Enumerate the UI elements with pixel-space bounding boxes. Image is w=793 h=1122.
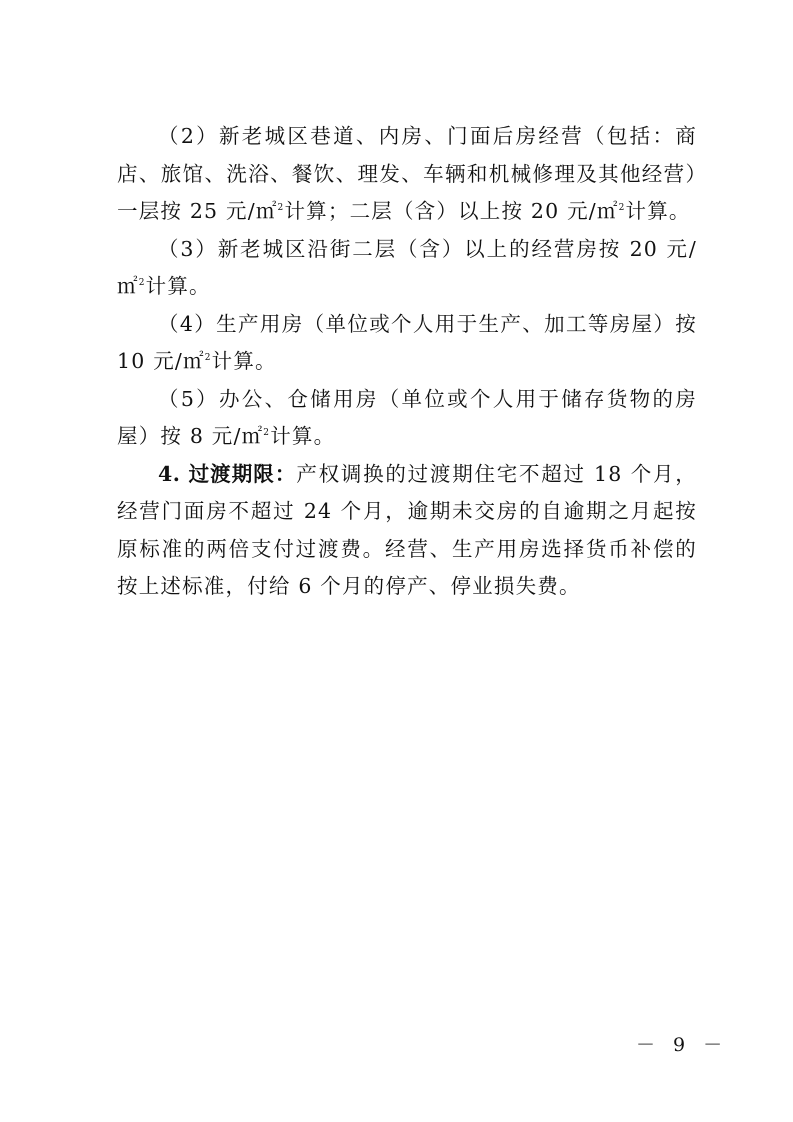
paragraph-production-rates <box>117 306 697 381</box>
page-number: － 9 － <box>636 1034 729 1056</box>
document-body <box>117 118 697 606</box>
paragraph-text: （2）新老城区巷道、内房、门面后房经营（包括：商店、旅馆、洗浴、餐饮、理发、车辆和机械修理及其他经营）一层按 25 元/㎡ <box>117 124 697 223</box>
superscript: 2 <box>618 203 626 213</box>
paragraph-business-rates-street <box>117 231 697 306</box>
paragraph-text: 产权调换的过渡期住宅不超过 18 个月，经营门面房不超过 24 个月，逾期未交房的自逾期之月起按原标准的两倍支付过渡费。经营、生产用房选择货币补偿的按上述标准，付给 6 个月的停产、停业损失费。 <box>117 461 697 598</box>
superscript: 2 <box>204 353 212 363</box>
paragraph-text: 计算；二层（含）以上按 20 元/㎡ <box>284 199 619 223</box>
paragraph-text: （3）新老城区沿街二层（含）以上的经营房按 20 元/㎡ <box>117 236 697 298</box>
paragraph-text: 计算。 <box>625 199 691 223</box>
paragraph-office-storage-rates <box>117 381 697 456</box>
superscript: 2 <box>138 278 146 288</box>
paragraph-text: （4）生产用房（单位或个人用于生产、加工等房屋）按 10 元/㎡ <box>117 311 697 373</box>
paragraph-text: 计算。 <box>270 424 336 448</box>
paragraph-business-rates-lanes <box>117 118 697 231</box>
paragraph-text: （5）办公、仓储用房（单位或个人用于储存货物的房屋）按 8 元/㎡ <box>117 386 697 448</box>
section-heading: 4. 过渡期限： <box>158 461 297 486</box>
superscript: 2 <box>263 428 271 438</box>
paragraph-text: 计算。 <box>145 274 211 298</box>
paragraph-text: 计算。 <box>211 349 277 373</box>
superscript: 2 <box>277 203 285 213</box>
paragraph-transition-period <box>117 456 697 606</box>
